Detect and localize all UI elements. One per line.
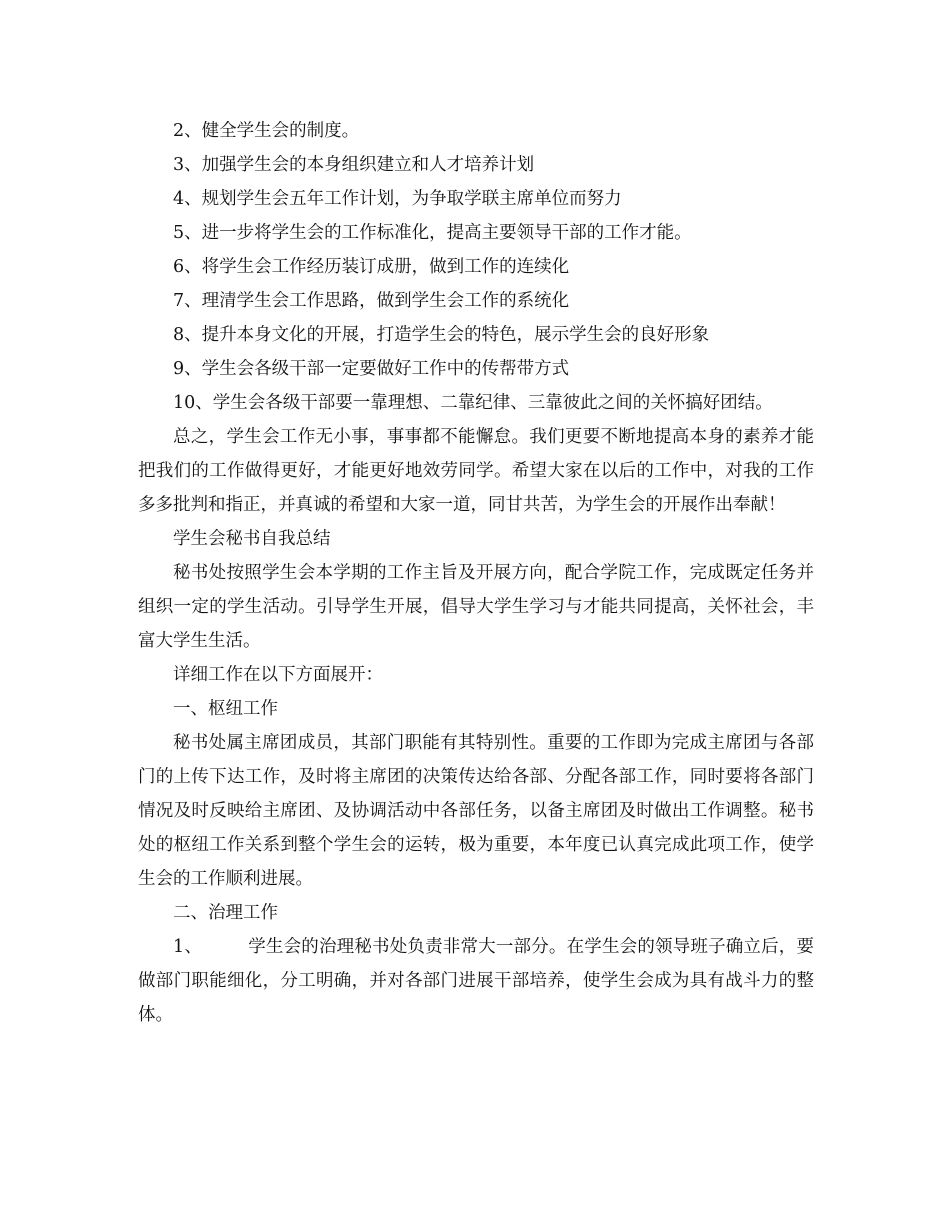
part1-heading: 一、枢纽工作	[173, 699, 278, 719]
part2-item-number: 1、	[173, 937, 203, 957]
part2-item-paragraph	[138, 930, 814, 1032]
list-item: 9、学生会各级干部一定要做好工作中的传帮带方式	[173, 359, 570, 379]
list-item: 6、将学生会工作经历装订成册，做到工作的连续化	[173, 257, 570, 277]
intro-paragraph: 秘书处按照学生会本学期的工作主旨及开展方向，配合学院工作，完成既定任务并组织一定的学生活动。引导学生开展，倡导大学生学习与才能共同提高，关怀社会，丰富大学生生活。	[138, 563, 814, 651]
list-item: 5、进一步将学生会的工作标准化，提高主要领导干部的工作才能。	[173, 223, 692, 243]
part1-paragraph: 秘书处属主席团成员，其部门职能有其特别性。重要的工作即为完成主席团与各部门的上传下达工作，及时将主席团的决策传达给各部、分配各部工作，同时要将各部门情况及时反映给主席团、及协调活动中各部任务，以备主席团及时做出工作调整。秘书处的枢纽工作关系到整个学生会的运转，极为重要，本年度已认真完成此项工作，使学生会的工作顺利进展。	[138, 733, 814, 889]
list-item: 3、加强学生会的本身组织建立和人才培养计划	[173, 155, 535, 175]
part2-heading: 二、治理工作	[173, 903, 278, 923]
list-item: 2、健全学生会的制度。	[173, 121, 360, 141]
detail-intro: 详细工作在以下方面展开：	[173, 665, 383, 685]
list-item: 7、理清学生会工作思路，做到学生会工作的系统化	[173, 291, 570, 311]
section-title: 学生会秘书自我总结	[173, 529, 331, 549]
conclusion-paragraph: 总之，学生会工作无小事，事事都不能懈怠。我们更要不断地提高本身的素养才能把我们的工作做得更好，才能更好地效劳同学。希望大家在以后的工作中，对我的工作多多批判和指正，并真诚的希望和大家一道，同甘共苦，为学生会的开展作出奉献！	[138, 427, 814, 515]
list-item: 8、提升本身文化的开展，打造学生会的特色，展示学生会的良好形象	[173, 325, 710, 345]
list-item: 4、规划学生会五年工作计划，为争取学联主席单位而努力	[173, 189, 622, 209]
part2-item-text: 学生会的治理秘书处负责非常大一部分。在学生会的领导班子确立后，要做部门职能细化，分工明确，并对各部门进展干部培养，使学生会成为具有战斗力的整体。	[138, 937, 814, 1025]
list-item: 10、学生会各级干部要一靠理想、二靠纪律、三靠彼此之间的关怀搞好团结。	[173, 393, 773, 413]
document-body	[138, 114, 814, 1032]
